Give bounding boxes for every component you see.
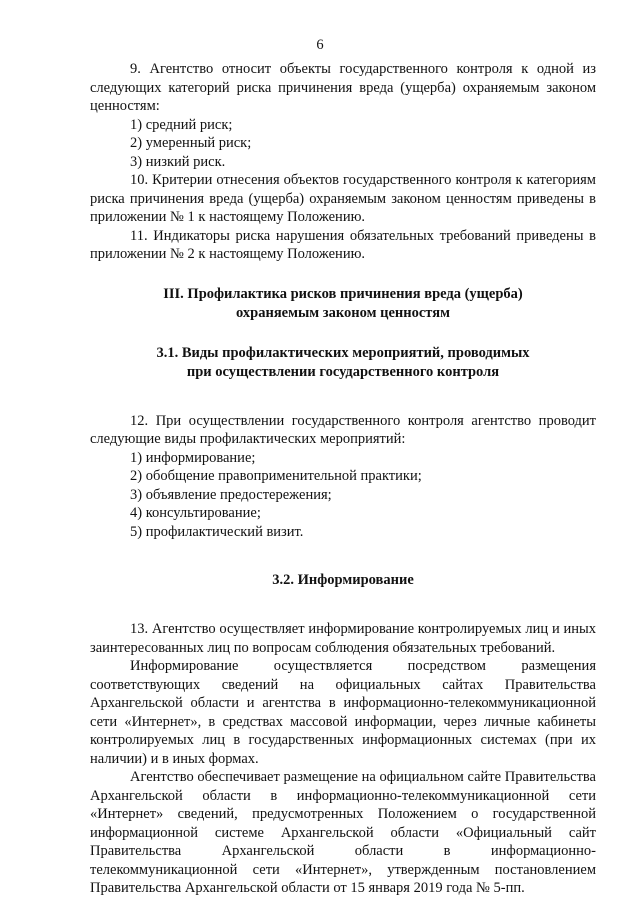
section-3-1-heading-line-2: при осуществлении государственного контроля — [186, 363, 500, 380]
section-3-1-heading-line-1: 3.1. Виды профилактических мероприятий, проводимых — [156, 344, 530, 361]
list-item-risk-3: 3) низкий риск. — [130, 153, 226, 170]
paragraph-10: 10. Критерии отнесения объектов государственного контроля к категориям риска причинения вреда (ущерба) охраняемым законом ценностям приведены в приложении № 1 к настоящему Положению. — [90, 172, 596, 225]
section-3-2-heading: 3.2. Информирование — [272, 572, 414, 588]
section-3-heading-line-1: III. Профилактика рисков причинения вреда (ущерба) — [163, 285, 523, 302]
page-number: 6 — [316, 37, 324, 53]
paragraph-9: 9. Агентство относит объекты государственного контроля к одной из следующих категорий риска причинения вреда (ущерба) охраняемым законом ценностям: — [90, 61, 596, 114]
list-item-measure-2: 2) обобщение правоприменительной практики; — [130, 468, 422, 484]
paragraph-11: 11. Индикаторы риска нарушения обязательных требований приведены в приложении № 2 к настоящему Положению. — [90, 227, 596, 262]
list-item-measure-3: 3) объявление предостережения; — [130, 486, 332, 503]
paragraph-12: 12. При осуществлении государственного контроля агентство проводит следующие виды профилактических мероприятий: — [90, 412, 596, 447]
list-item-measure-1: 1) информирование; — [130, 449, 256, 466]
list-item-measure-5: 5) профилактический визит. — [130, 523, 304, 540]
section-3-1-heading — [90, 344, 596, 382]
page-content — [90, 60, 596, 898]
list-item-risk-1: 1) средний риск; — [130, 116, 233, 133]
section-3-heading — [90, 285, 596, 323]
paragraph-13: 13. Агентство осуществляет информирование контролируемых лиц и иных заинтересованных лиц по вопросам соблюдения обязательных требований. — [90, 621, 596, 656]
paragraph-13-publication: Агентство обеспечивает размещение на официальном сайте Правительства Архангельской области в информационно-телекоммуникационной сети «Интернет» сведений, предусмотренных Положением о государственной информационной системе Архангельской области «Официальный сайт Правительства Архангельской области в информационно-телекоммуникационной сети «Интернет», утвержденным постановлением Правительства Архангельской области от 15 января 2019 года № 5-пп. — [90, 769, 596, 896]
list-item-risk-2: 2) умеренный риск; — [130, 135, 252, 151]
list-item-measure-4: 4) консультирование; — [130, 505, 261, 521]
paragraph-13-informing: Информирование осуществляется посредством размещения соответствующих сведений на официальных сайтах Правительства Архангельской области и агентства в информационно-телекоммуникационной сети «Интернет», в средствах массовой информации, через личные кабинеты контролируемых лиц в государственных информационных системах (при их наличии) и в иных формах. — [90, 658, 596, 767]
section-3-heading-line-2: охраняемым законом ценностям — [236, 304, 450, 321]
